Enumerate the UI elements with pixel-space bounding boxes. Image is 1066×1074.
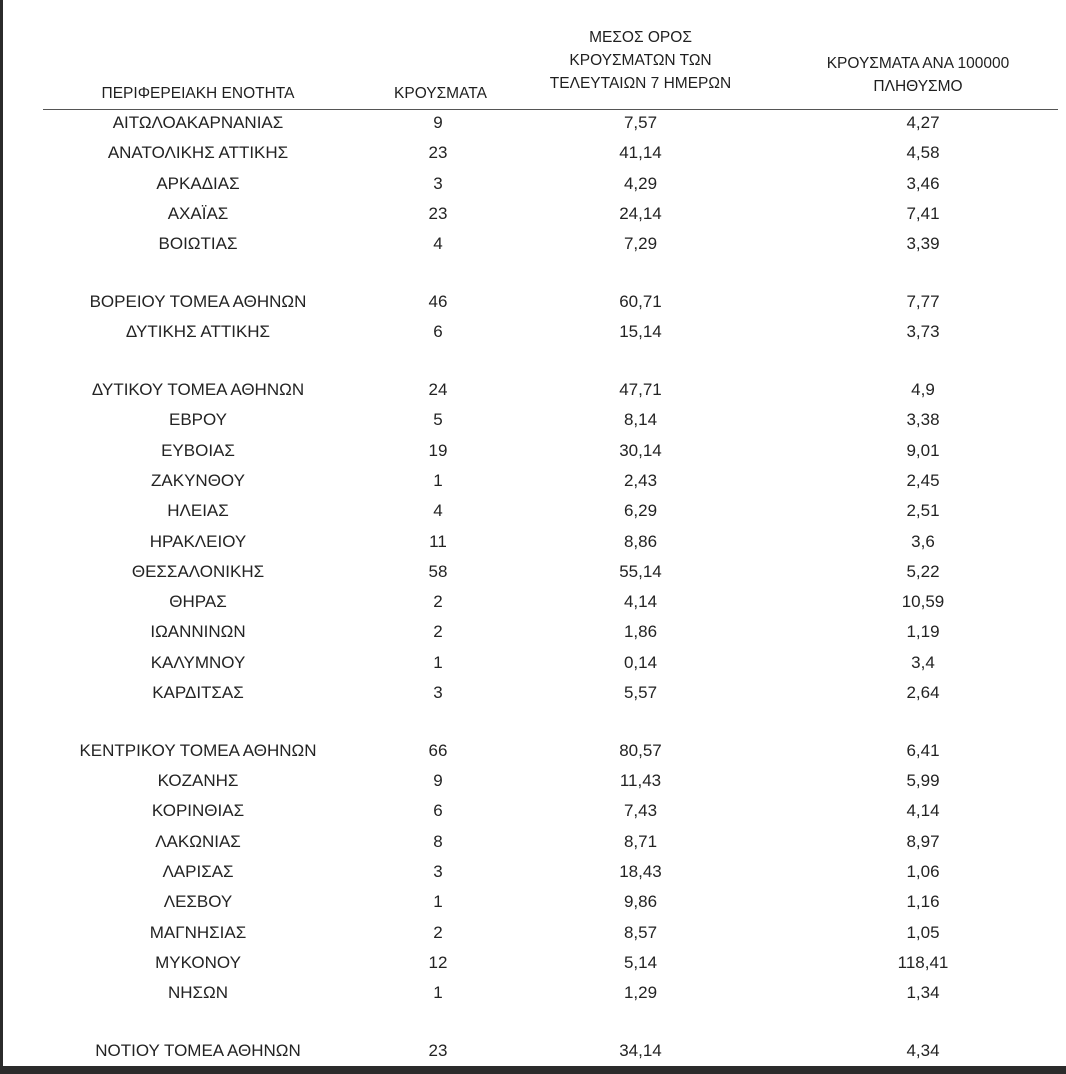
avg-7-days-cell: 7,29 <box>623 234 658 254</box>
per-100000-cell: 10,59 <box>901 592 945 612</box>
cases-cell: 4 <box>433 234 443 254</box>
table-row <box>3 678 1066 708</box>
table-row <box>3 948 1066 978</box>
cases-cell: 3 <box>433 173 443 193</box>
per-100000-cell: 3,38 <box>906 410 940 430</box>
region-cell: ΚΑΛΥΜΝΟΥ <box>150 652 246 672</box>
per-100000-cell: 5,99 <box>906 771 940 791</box>
table-row <box>3 229 1066 259</box>
avg-7-days-cell: 0,14 <box>623 652 658 672</box>
table-row <box>3 736 1066 766</box>
avg-7-days-cell: 80,57 <box>619 740 662 760</box>
table-row <box>3 317 1066 347</box>
avg-7-days-cell: 18,43 <box>619 862 662 882</box>
table-row <box>3 436 1066 466</box>
region-cell: ΜΥΚΟΝΟΥ <box>155 952 241 972</box>
avg-7-days-cell: 2,43 <box>623 470 658 490</box>
bottom-border <box>0 1066 1066 1074</box>
avg-7-days-cell: 30,14 <box>619 440 662 460</box>
per-100000-cell: 1,06 <box>906 862 940 882</box>
cases-cell: 3 <box>433 862 443 882</box>
region-cell: ΘΕΣΣΑΛΟΝΙΚΗΣ <box>131 561 265 581</box>
cases-cell: 23 <box>428 203 448 223</box>
table-row <box>3 1036 1066 1066</box>
avg-7-days-cell: 60,71 <box>619 291 662 311</box>
region-cell: ΑΙΤΩΛΟΑΚΑΡΝΑΝΙΑΣ <box>112 113 284 132</box>
cases-cell: 1 <box>433 983 443 1003</box>
table-row <box>3 138 1066 168</box>
per-100000-cell: 3,39 <box>906 234 940 254</box>
table-row <box>3 405 1066 435</box>
cases-cell: 2 <box>433 922 443 942</box>
cases-cell: 1 <box>433 470 443 490</box>
table-row <box>3 978 1066 1008</box>
avg-7-days-cell: 11,43 <box>619 771 662 791</box>
table-row <box>3 587 1066 617</box>
cases-cell: 5 <box>433 410 443 430</box>
cases-cell: 4 <box>433 501 443 521</box>
cases-cell: 11 <box>429 531 447 551</box>
per-100000-cell: 4,27 <box>906 113 940 132</box>
region-cell: ΛΕΣΒΟΥ <box>163 892 233 912</box>
per-100000-cell: 4,9 <box>911 380 935 400</box>
cases-cell: 1 <box>433 652 443 672</box>
per-100000-cell: 1,34 <box>906 983 940 1003</box>
table-body <box>3 108 1066 1066</box>
avg-7-days-cell: 55,14 <box>619 561 662 581</box>
table-row <box>3 287 1066 317</box>
region-cell: ΗΡΑΚΛΕΙΟΥ <box>149 531 247 551</box>
per-100000-cell: 3,73 <box>906 322 940 342</box>
per-100000-cell: 4,14 <box>906 801 940 821</box>
region-cell: ΑΡΚΑΔΙΑΣ <box>156 173 240 193</box>
region-cell: ΒΟΙΩΤΙΑΣ <box>158 234 238 254</box>
cases-cell: 2 <box>433 592 443 612</box>
per-100000-cell: 3,6 <box>911 531 935 551</box>
per-100000-cell: 4,34 <box>906 1041 940 1061</box>
region-cell: ΕΒΡΟΥ <box>168 410 228 430</box>
region-cell: ΑΧΑΪΑΣ <box>167 203 229 223</box>
per-100000-cell: 9,01 <box>906 440 940 460</box>
avg-7-days-cell: 15,14 <box>619 322 662 342</box>
per-100000-cell: 2,51 <box>906 501 940 521</box>
table-row <box>3 496 1066 526</box>
per-100000-cell: 1,19 <box>906 622 940 642</box>
cases-cell: 9 <box>433 113 443 132</box>
table-row <box>3 766 1066 796</box>
avg-7-days-cell: 47,71 <box>619 380 662 400</box>
cases-cell: 2 <box>433 622 443 642</box>
cases-cell: 23 <box>428 1041 448 1061</box>
table-row <box>3 796 1066 826</box>
per-100000-cell: 5,22 <box>906 561 940 581</box>
region-cell: ΛΑΚΩΝΙΑΣ <box>155 831 241 851</box>
cases-cell: 9 <box>433 771 443 791</box>
region-cell: ΚΕΝΤΡΙΚΟΥ ΤΟΜΕΑ ΑΘΗΝΩΝ <box>79 740 317 760</box>
region-cell: ΑΝΑΤΟΛΙΚΗΣ ΑΤΤΙΚΗΣ <box>107 143 289 163</box>
header-avg-7-days: ΜΕΣΟΣ ΟΡΟΣ ΚΡΟΥΣΜΑΤΩΝ ΤΩΝ ΤΕΛΕΥΤΑΙΩΝ 7 ΗΜΕΡΩΝ <box>549 29 732 92</box>
per-100000-cell: 8,97 <box>906 831 940 851</box>
table-page <box>3 0 1066 1066</box>
region-cell: ΔΥΤΙΚΟΥ ΤΟΜΕΑ ΑΘΗΝΩΝ <box>91 380 305 400</box>
table-row <box>3 199 1066 229</box>
avg-7-days-cell: 8,71 <box>623 831 658 851</box>
table-row <box>3 466 1066 496</box>
avg-7-days-cell: 7,43 <box>623 801 658 821</box>
table-row <box>3 887 1066 917</box>
region-cell: ΙΩΑΝΝΙΝΩΝ <box>150 622 246 642</box>
cases-cell: 6 <box>433 801 443 821</box>
region-cell: ΚΟΡΙΝΘΙΑΣ <box>151 801 245 821</box>
avg-7-days-cell: 4,29 <box>623 173 658 193</box>
region-cell: ΝΟΤΙΟΥ ΤΟΜΕΑ ΑΘΗΝΩΝ <box>95 1041 301 1061</box>
per-100000-cell: 3,46 <box>906 173 940 193</box>
header-cases: ΚΡΟΥΣΜΑΤΑ <box>394 85 487 102</box>
avg-7-days-cell: 7,57 <box>623 113 658 132</box>
header-cases-per-100000: ΚΡΟΥΣΜΑΤΑ ΑΝΑ 100000 ΠΛΗΘΥΣΜΟ <box>826 55 1010 95</box>
avg-7-days-cell: 34,14 <box>619 1041 662 1061</box>
per-100000-cell: 4,58 <box>906 143 940 163</box>
region-cell: ΘΗΡΑΣ <box>169 592 227 612</box>
cases-cell: 8 <box>433 831 443 851</box>
per-100000-cell: 2,64 <box>906 683 940 703</box>
cases-cell: 24 <box>428 380 448 400</box>
region-cell: ΝΗΣΩΝ <box>167 983 229 1003</box>
region-cell: ΜΑΓΝΗΣΙΑΣ <box>149 922 247 942</box>
region-cell: ΗΛΕΙΑΣ <box>167 501 229 521</box>
avg-7-days-cell: 1,86 <box>623 622 658 642</box>
table-row <box>3 527 1066 557</box>
avg-7-days-cell: 5,57 <box>623 683 658 703</box>
per-100000-cell: 2,45 <box>906 470 940 490</box>
region-cell: ΖΑΚΥΝΘΟΥ <box>151 470 245 490</box>
avg-7-days-cell: 4,14 <box>623 592 658 612</box>
avg-7-days-cell: 24,14 <box>619 203 662 223</box>
per-100000-cell: 118,41 <box>897 952 949 972</box>
per-100000-cell: 7,77 <box>906 291 940 311</box>
table-row <box>3 375 1066 405</box>
per-100000-cell: 6,41 <box>906 740 940 760</box>
table-row <box>3 557 1066 587</box>
per-100000-cell: 1,05 <box>906 922 940 942</box>
cases-cell: 19 <box>428 440 448 460</box>
per-100000-cell: 1,16 <box>906 892 940 912</box>
avg-7-days-cell: 8,14 <box>623 410 658 430</box>
avg-7-days-cell: 9,86 <box>623 892 658 912</box>
region-cell: ΚΟΖΑΝΗΣ <box>157 771 239 791</box>
avg-7-days-cell: 41,14 <box>619 143 662 163</box>
avg-7-days-cell: 6,29 <box>623 501 658 521</box>
cases-cell: 46 <box>428 291 448 311</box>
cases-cell: 66 <box>428 740 448 760</box>
table-row <box>3 857 1066 887</box>
table-row <box>3 648 1066 678</box>
region-cell: ΒΟΡΕΙΟΥ ΤΟΜΕΑ ΑΘΗΝΩΝ <box>89 291 307 311</box>
region-cell: ΛΑΡΙΣΑΣ <box>162 862 234 882</box>
per-100000-cell: 3,4 <box>911 652 935 672</box>
cases-cell: 23 <box>428 143 448 163</box>
table-header <box>3 0 1066 110</box>
cases-cell: 3 <box>433 683 443 703</box>
avg-7-days-cell: 8,57 <box>623 922 658 942</box>
region-cell: ΚΑΡΔΙΤΣΑΣ <box>152 683 244 703</box>
cases-cell: 12 <box>428 952 448 972</box>
cases-cell: 58 <box>428 561 448 581</box>
table-row <box>3 169 1066 199</box>
region-cell: ΔΥΤΙΚΗΣ ΑΤΤΙΚΗΣ <box>125 322 271 342</box>
table-row <box>3 918 1066 948</box>
cases-cell: 1 <box>433 892 443 912</box>
per-100000-cell: 7,41 <box>906 203 940 223</box>
avg-7-days-cell: 5,14 <box>623 952 658 972</box>
header-region: ΠΕΡΙΦΕΡΕΙΑΚΗ ΕΝΟΤΗΤΑ <box>101 85 295 102</box>
cases-cell: 6 <box>433 322 443 342</box>
avg-7-days-cell: 8,86 <box>623 531 658 551</box>
table-row <box>3 108 1066 138</box>
avg-7-days-cell: 1,29 <box>623 983 658 1003</box>
table-row <box>3 617 1066 647</box>
region-cell: ΕΥΒΟΙΑΣ <box>161 440 235 460</box>
table-row <box>3 827 1066 857</box>
